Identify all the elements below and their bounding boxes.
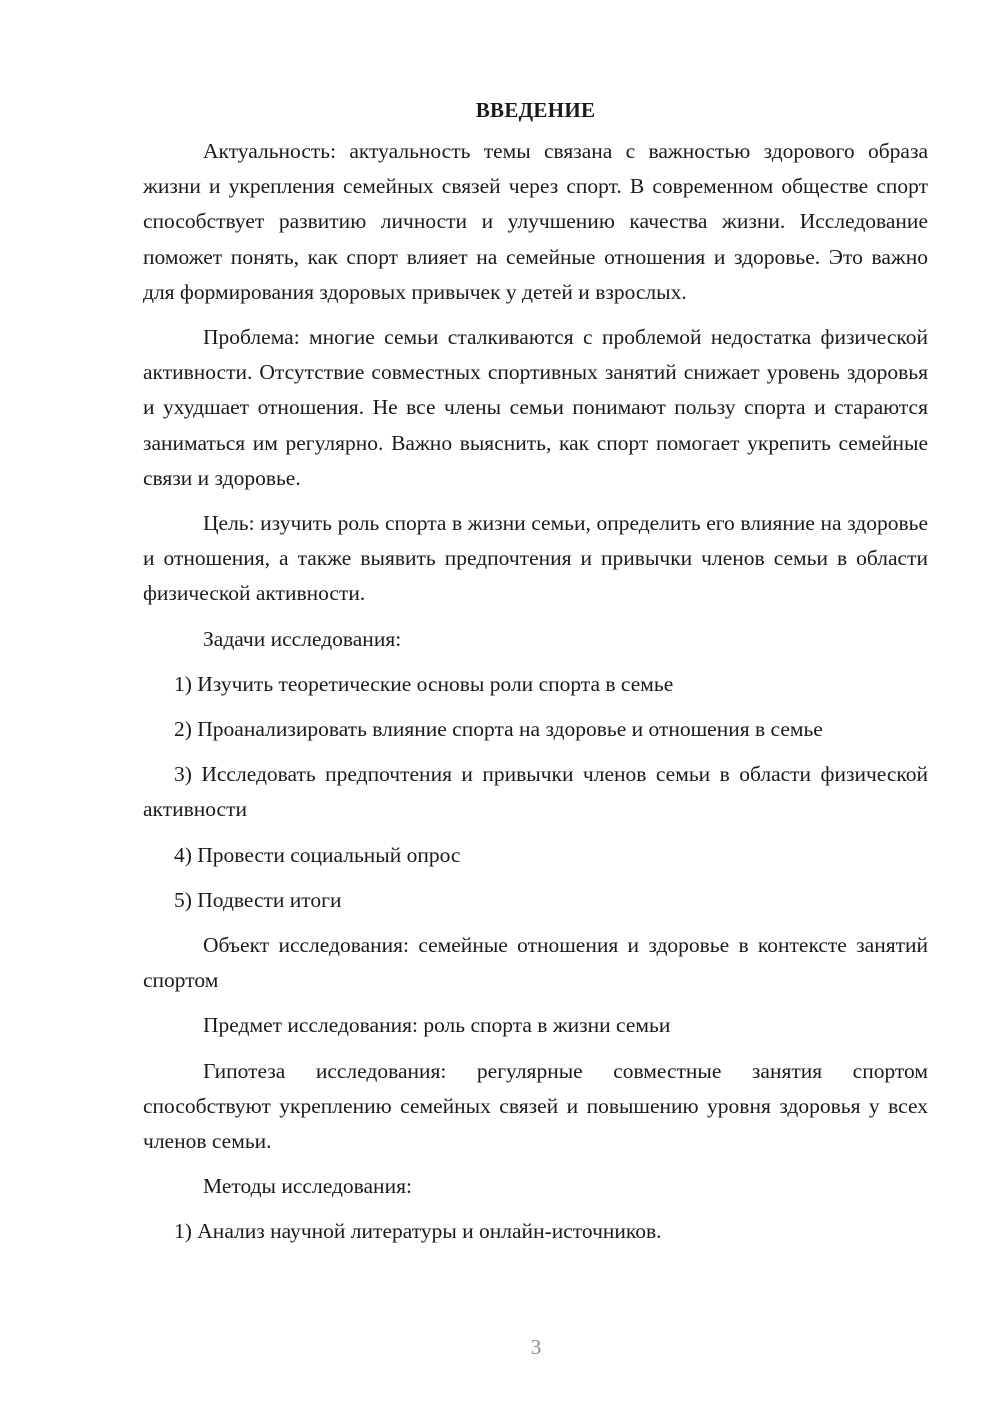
- methods-heading: Методы исследования:: [203, 1174, 412, 1199]
- method-item-1: 1) Анализ научной литературы и онлайн-источников.: [174, 1219, 662, 1244]
- task-item-3: 3) Исследовать предпочтения и привычки членов семьи в области физической активности: [143, 762, 928, 822]
- section-title: ВВЕДЕНИЕ: [475, 98, 596, 122]
- paragraph-object: Объект исследования: семейные отношения и здоровье в контексте занятий спортом: [143, 933, 928, 993]
- paragraph-relevance: Актуальность: актуальность темы связана с важностью здорового образа жизни и укрепления семейных связей через спорт. В современном обществе спорт способствует развитию личности и улучшению качества жизни. Исследование поможет понять, как спорт влияет на семейные отношения и здоровье. Это важно для формирования здоровых привычек у детей и взрослых.: [143, 139, 928, 304]
- task-item-4: 4) Провести социальный опрос: [174, 842, 461, 867]
- tasks-heading: Задачи исследования:: [203, 626, 402, 651]
- page-number: 3: [530, 1335, 542, 1359]
- paragraph-subject: Предмет исследования: роль спорта в жизни семьи: [203, 1013, 671, 1038]
- task-item-2: 2) Проанализировать влияние спорта на здоровье и отношения в семье: [174, 717, 823, 742]
- page-content: [143, 96, 928, 1260]
- paragraph-hypothesis: Гипотеза исследования: регулярные совместные занятия спортом способствуют укреплению семейных связей и повышению уровня здоровья у всех членов семьи.: [143, 1058, 928, 1154]
- paragraph-goal: Цель: изучить роль спорта в жизни семьи, определить его влияние на здоровье и отношения, а также выявить предпочтения и привычки членов семьи в области физической активности.: [143, 511, 928, 606]
- paragraph-problem: Проблема: многие семьи сталкиваются с проблемой недостатка физической активности. Отсутствие совместных спортивных занятий снижает уровень здоровья и ухудшает отношения. Не все члены семьи понимают пользу спорта и стараются заниматься им регулярно. Важно выяснить, как спорт помогает укрепить семейные связи и здоровье.: [143, 325, 928, 490]
- task-item-1: 1) Изучить теоретические основы роли спорта в семье: [174, 671, 674, 696]
- task-item-5: 5) Подвести итоги: [174, 887, 342, 912]
